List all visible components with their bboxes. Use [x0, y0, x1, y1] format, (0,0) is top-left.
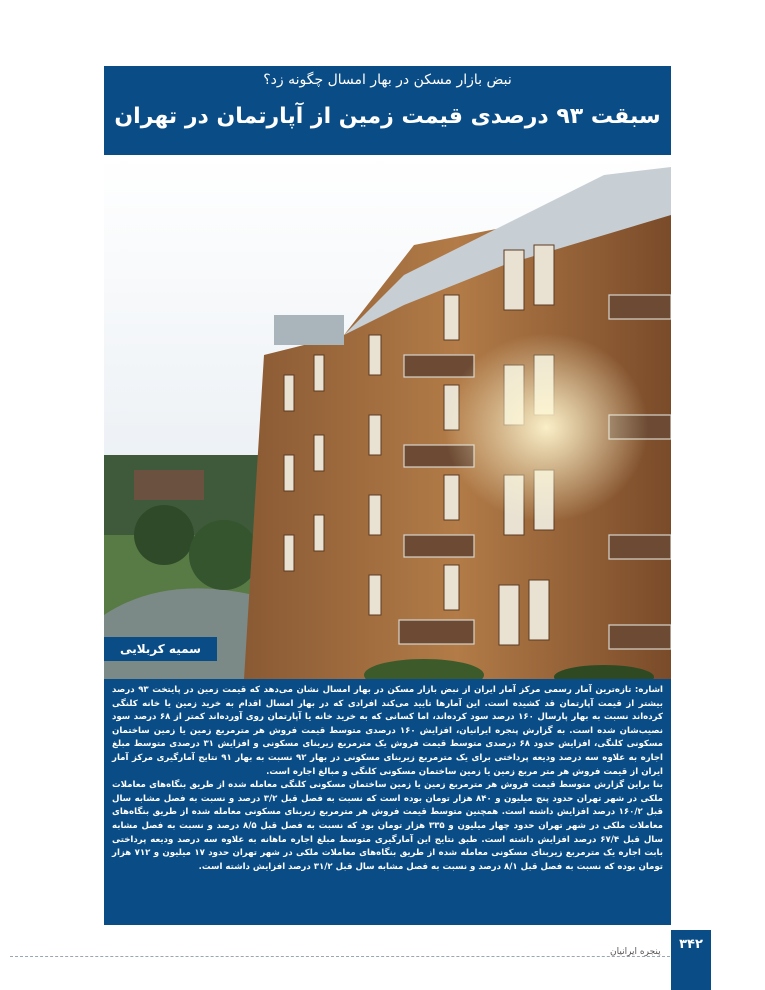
footer-divider [10, 956, 670, 957]
magazine-name: پنجره ایرانیان [610, 947, 661, 957]
author-label: سمیه کربلایی [104, 637, 217, 661]
paragraph-details: بنا براین گزارش متوسط قیمت فروش هر مترمربع زمین یا زمین ساختمان مسکونی کلنگی معامله شده از طریق بنگاه‌های معاملات ملکی در شهر تهران حدود پنج میلیون و ۸۴۰ هزار تومان بوده است که نسبت به فصل قبل ۳/۲ درصد و نسبت به فصل مشابه سال قبل ۱۶۰/۲ درصد افزایش داشته است. همچنین متوسط قیمت فروش هر مترمربع زیربنای مسکونی معامله شده از طریق بنگاه‌های معاملات ملکی در شهر تهران حدود چهار میلیون و ۳۳۵ هزار تومان بود که نسبت به فصل قبل ۸/۵ درصد و نسبت به فصل مشابه سال قبل ۶۷/۴ درصد افزایش داشته است. طبق نتایج این آمارگیری متوسط مبلغ اجاره ماهانه به علاوه سه درصد ودیعه پرداختی بابت اجاره یک مترمربع زیربنای مسکونی معامله شده از طریق بنگاه‌های معاملات ملکی در شهر تهران حدود ۱۷ میلیون و ۷۱۲ هزار تومان بوده که نسبت به فصل قبل ۸/۱ درصد و نسبت به فصل مشابه سال قبل ۳۱/۲ درصد افزایش داشته است. [112, 780, 663, 872]
page-number: ۳۴۲ [679, 937, 703, 952]
paragraph-intro: اشاره: تازه‌ترین آمار رسمی مرکز آمار ایران از نبض بازار مسکن در بهار امسال نشان می‌دهد که قیمت زمین در پایتخت ۹۳ درصد بیشتر از قیمت آپارتمان قد کشیده است. این آمارها تایید می‌کند افرادی که در بهار امسال اقدام به خرید زمین یا خانه کلنگی کرده‌اند نسبت به بهار پارسال ۱۶۰ درصد سود کرده‌اند، اما کسانی که به خرید خانه یا آپارتمان روی آورده‌اند کمتر از ۶۸ درصد سود نصیب‌شان شده است. به گزارش پنجره ایرانیان، افزایش ۱۶۰ درصدی متوسط قیمت فروش هر مترمربع زمین یا زمین ساختمان مسکونی کلنگی، افزایش حدود ۶۸ درصدی متوسط قیمت فروش یک مترمربع زیربنای مسکونی و افزایش ۳۱ درصدی متوسط مبلغ اجاره به علاوه سه درصد ودیعه پرداختی برای یک مترمربع زیربنای مسکونی در بهار ۹۲ نسبت به بهار ۹۱ نتایج آمارگیری مرکز آمار ایران از قیمت فروش هر متر مربع زمین یا زمین ساختمان مسکونی کلنگی و مبالغ اجاره است. [112, 685, 664, 777]
article-headline: سبقت ۹۳ درصدی قیمت زمین از آپارتمان در تهران [114, 104, 661, 129]
building-photo [104, 155, 671, 679]
article-kicker: نبض بازار مسکن در بهار امسال چگونه زد؟ [263, 72, 512, 88]
article-body [112, 684, 663, 922]
article-header [104, 66, 671, 155]
